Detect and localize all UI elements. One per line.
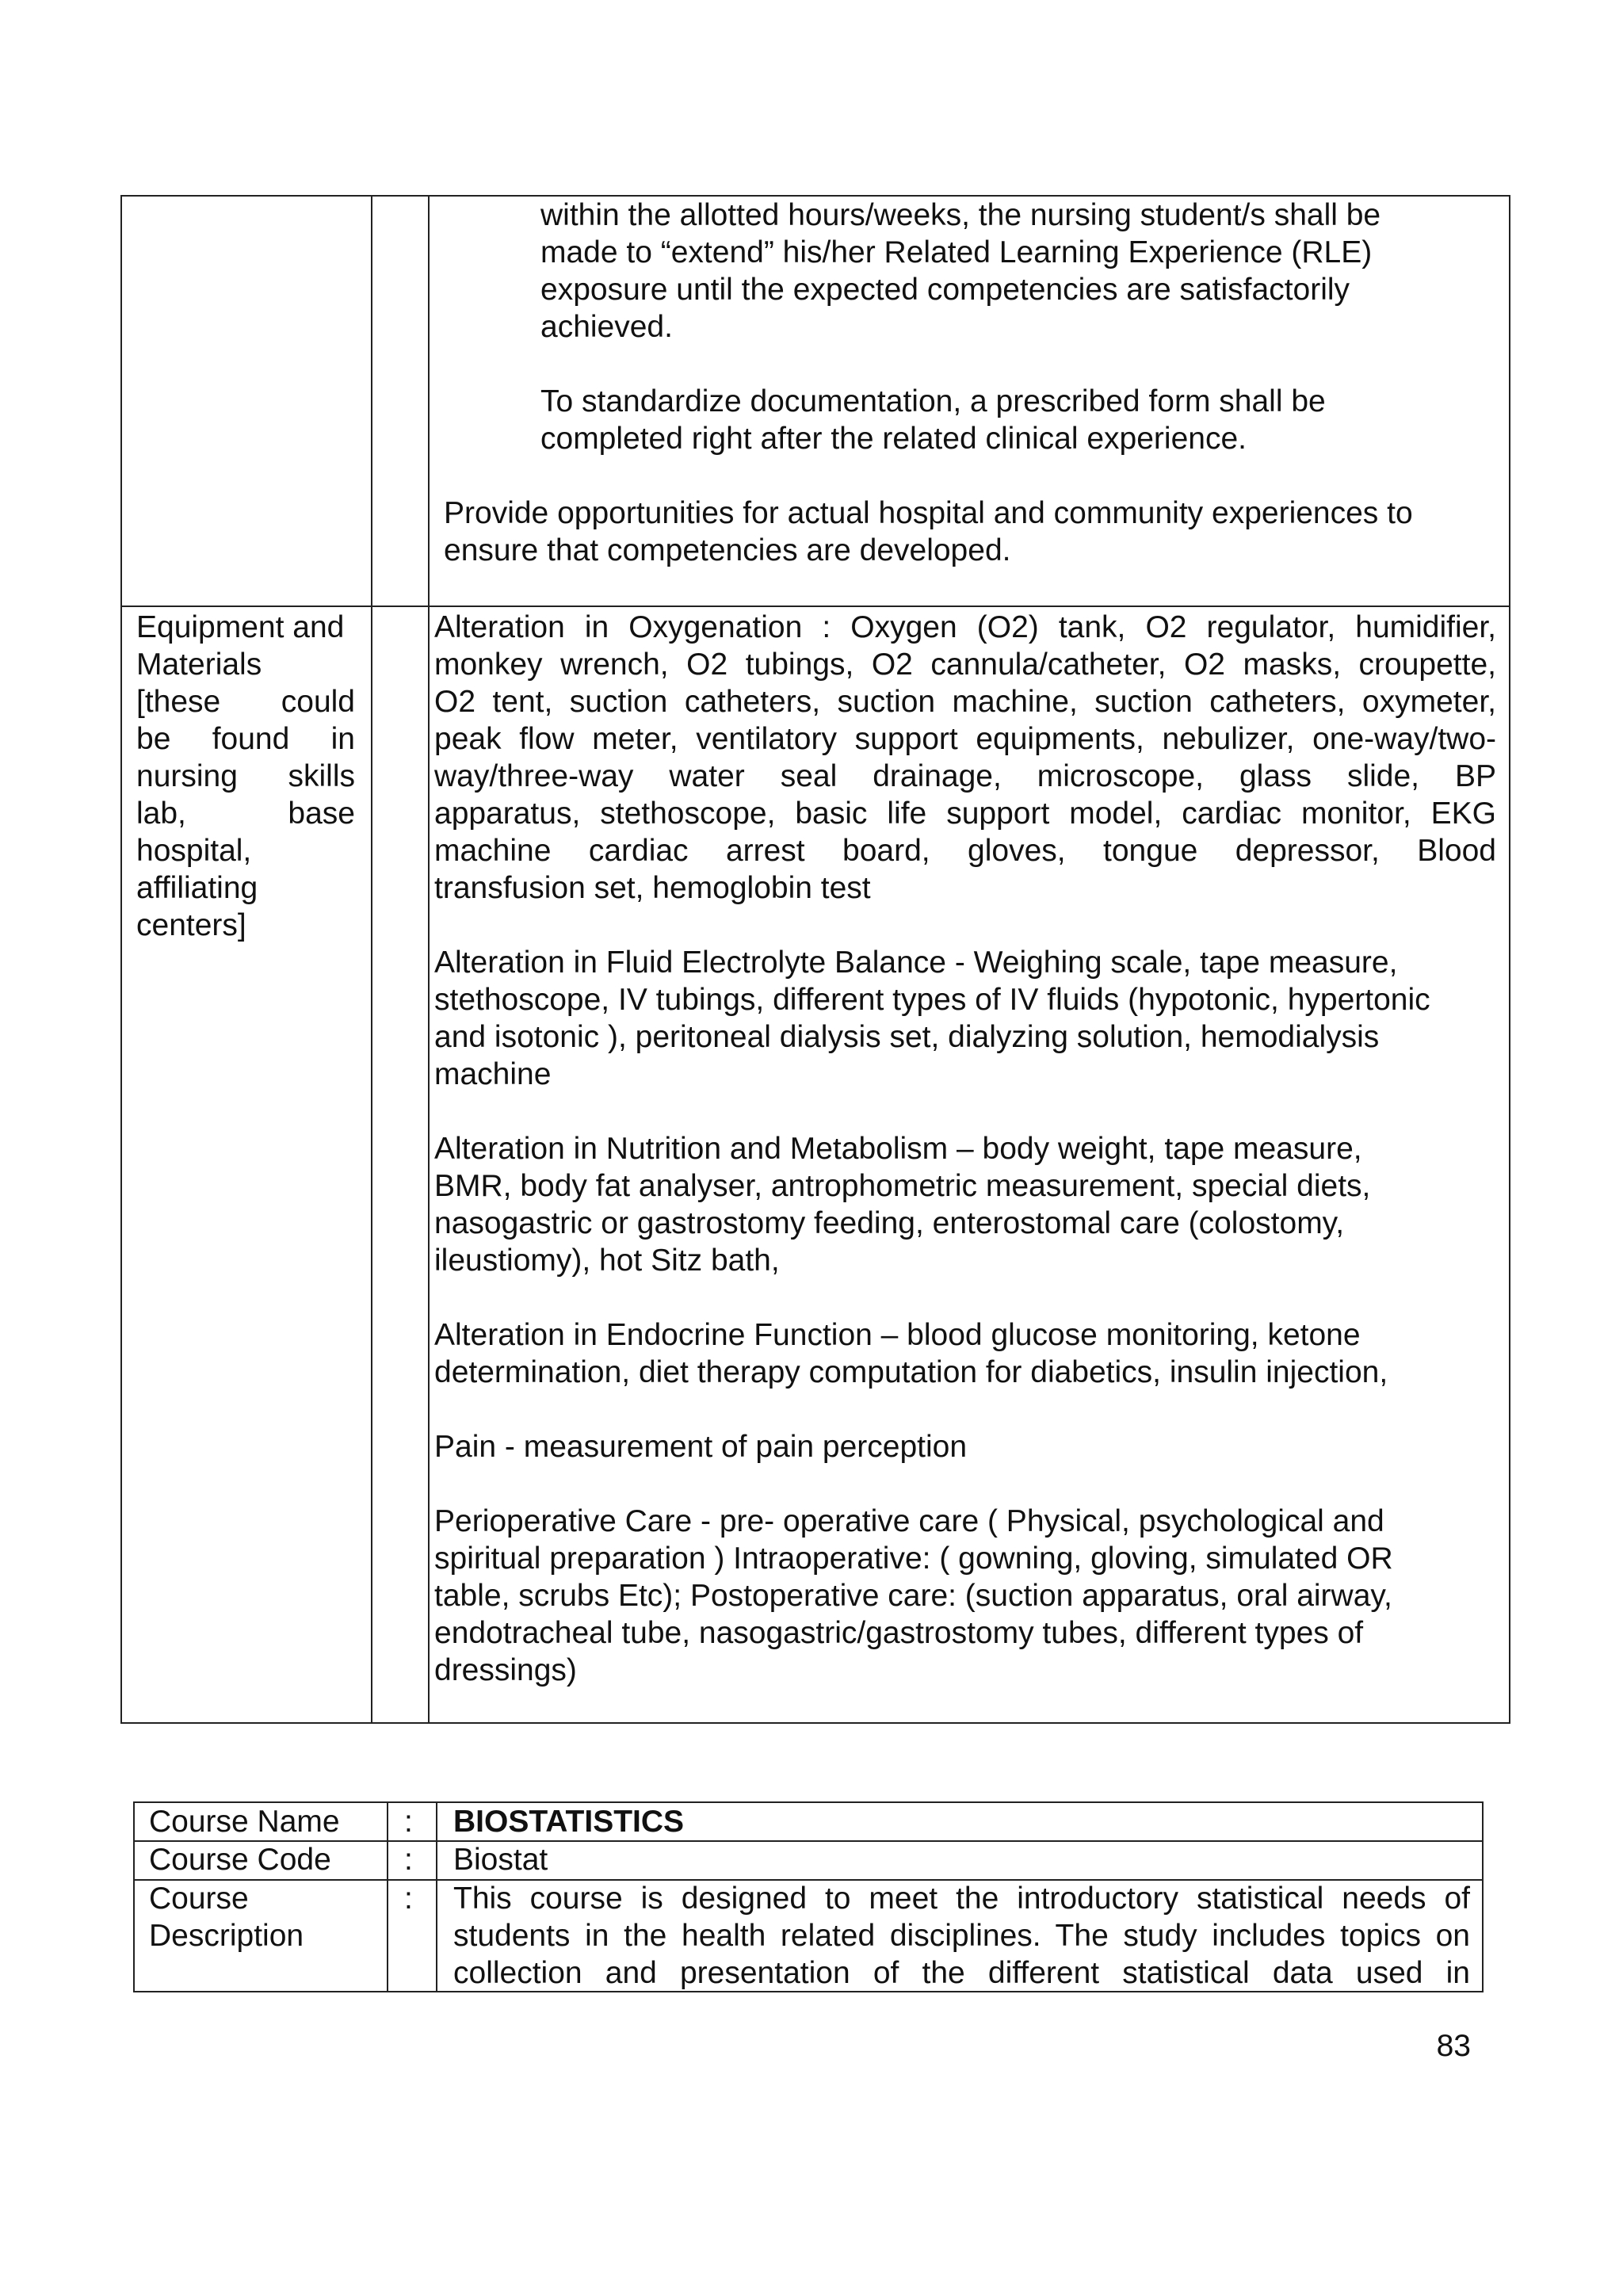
- equipment-label-line: nursing skills: [136, 759, 355, 793]
- equipment-line: machine: [434, 1057, 552, 1091]
- course-description-line: collection and presentation of the different statistical data used in: [453, 1956, 1470, 1990]
- equipment-label-line: affiliating: [136, 871, 258, 905]
- equipment-label-line: hospital,: [136, 834, 252, 868]
- equipment-line: Alteration in Nutrition and Metabolism – body weight, tape measure,: [434, 1132, 1362, 1166]
- course-description-line: students in the health related disciplines. The study includes topics on: [453, 1919, 1470, 1953]
- equipment-line: monkey wrench, O2 tubings, O2 cannula/catheter, O2 masks, croupette,: [434, 648, 1496, 682]
- equipment-line: Alteration in Oxygenation : Oxygen (O2) tank, O2 regulator, humidifier,: [434, 610, 1496, 644]
- course-name-value: BIOSTATISTICS: [453, 1805, 685, 1839]
- table-column-divider: [436, 1803, 437, 1991]
- equipment-line: Alteration in Endocrine Function – blood glucose monitoring, ketone: [434, 1318, 1361, 1352]
- table-row-divider: [135, 1840, 1482, 1842]
- colon-separator: :: [404, 1881, 413, 1916]
- table-column-divider: [387, 1803, 388, 1991]
- course-code-value: Biostat: [453, 1843, 548, 1877]
- equipment-label-line: Equipment and: [136, 610, 345, 644]
- equipment-label-line: [these could: [136, 685, 355, 719]
- curriculum-table: [120, 195, 1510, 1724]
- continuation-line: within the allotted hours/weeks, the nursing student/s shall be: [540, 198, 1381, 232]
- colon-separator: :: [404, 1805, 413, 1839]
- equipment-line: stethoscope, IV tubings, different types of IV fluids (hypotonic, hypertonic: [434, 983, 1430, 1017]
- equipment-line: way/three-way water seal drainage, microscope, glass slide, BP: [434, 759, 1496, 793]
- equipment-line: transfusion set, hemoglobin test: [434, 871, 871, 905]
- equipment-label-line: centers]: [136, 908, 246, 942]
- equipment-line: determination, diet therapy computation for diabetics, insulin injection,: [434, 1355, 1388, 1389]
- continuation-line: made to “extend” his/her Related Learning Experience (RLE): [540, 235, 1373, 269]
- equipment-line: O2 tent, suction catheters, suction machine, suction catheters, oxymeter,: [434, 685, 1496, 719]
- table-column-divider: [371, 197, 372, 1722]
- equipment-line: endotracheal tube, nasogastric/gastrostomy tubes, different types of: [434, 1616, 1364, 1650]
- equipment-line: Alteration in Fluid Electrolyte Balance - Weighing scale, tape measure,: [434, 946, 1398, 980]
- equipment-line: apparatus, stethoscope, basic life support model, cardiac monitor, EKG: [434, 797, 1496, 831]
- equipment-label-line: Materials: [136, 648, 262, 682]
- course-description-line: This course is designed to meet the introductory statistical needs of: [453, 1881, 1470, 1916]
- continuation-line: completed right after the related clinical experience.: [540, 422, 1247, 456]
- equipment-line: BMR, body fat analyser, antrophometric measurement, special diets,: [434, 1169, 1371, 1203]
- equipment-line: Pain - measurement of pain perception: [434, 1430, 968, 1464]
- continuation-line: achieved.: [540, 310, 673, 344]
- equipment-line: ileustiomy), hot Sitz bath,: [434, 1244, 780, 1278]
- colon-separator: :: [404, 1843, 413, 1877]
- equipment-line: nasogastric or gastrostomy feeding, enterostomal care (colostomy,: [434, 1206, 1345, 1240]
- course-description-label: Course: [149, 1881, 249, 1916]
- equipment-line: spiritual preparation ) Intraoperative: ( gowning, gloving, simulated OR: [434, 1541, 1393, 1576]
- course-info-table: [133, 1801, 1484, 1992]
- table-column-divider: [428, 197, 430, 1722]
- course-code-label: Course Code: [149, 1843, 331, 1877]
- continuation-line: exposure until the expected competencies are satisfactorily: [540, 273, 1350, 307]
- continuation-line: ensure that competencies are developed.: [444, 533, 1011, 567]
- course-name-label: Course Name: [149, 1805, 340, 1839]
- equipment-line: table, scrubs Etc); Postoperative care: (suction apparatus, oral airway,: [434, 1579, 1392, 1613]
- equipment-label-line: be found in: [136, 722, 355, 756]
- page-number: 83: [1436, 2029, 1471, 2063]
- equipment-line: Perioperative Care - pre- operative care ( Physical, psychological and: [434, 1504, 1384, 1538]
- equipment-line: and isotonic ), peritoneal dialysis set, dialyzing solution, hemodialysis: [434, 1020, 1380, 1054]
- table-row-divider: [122, 606, 1509, 607]
- equipment-label-line: lab, base: [136, 797, 355, 831]
- continuation-line: To standardize documentation, a prescribed form shall be: [540, 384, 1326, 418]
- equipment-line: dressings): [434, 1653, 577, 1687]
- equipment-line: peak flow meter, ventilatory support equipments, nebulizer, one-way/two-: [434, 722, 1496, 756]
- equipment-line: machine cardiac arrest board, gloves, tongue depressor, Blood: [434, 834, 1496, 868]
- course-description-label: Description: [149, 1919, 304, 1953]
- continuation-line: Provide opportunities for actual hospital and community experiences to: [444, 496, 1413, 530]
